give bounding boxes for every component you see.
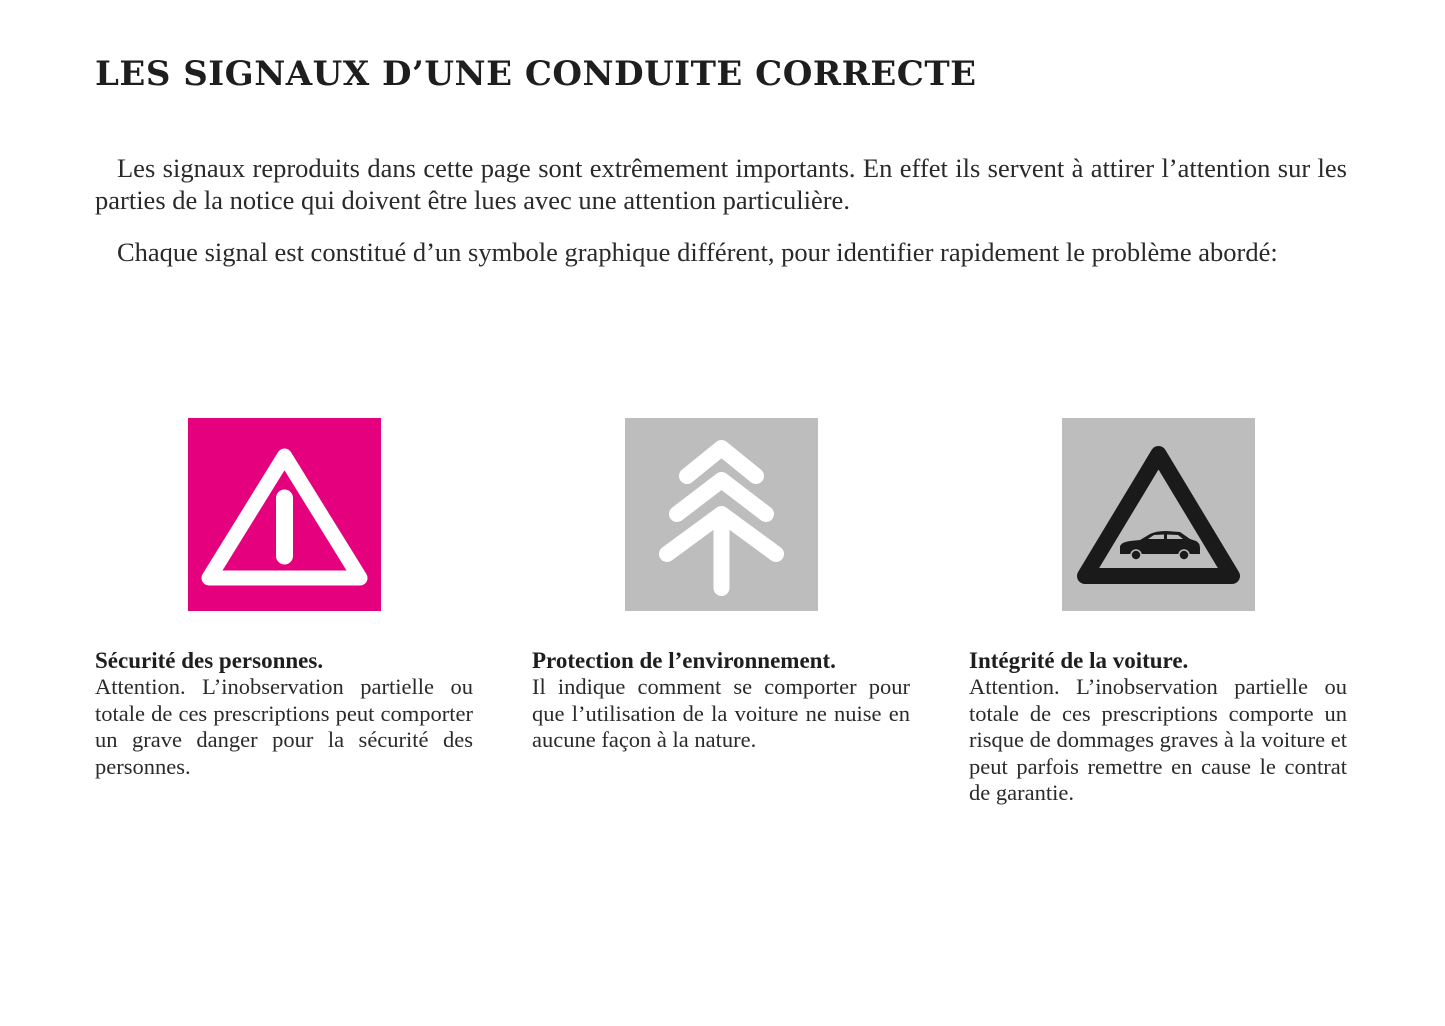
- signal-title: Intégrité de la voiture.: [969, 648, 1189, 673]
- tree-arrow-icon: [625, 418, 818, 611]
- signal-title: Protection de l’environnement.: [532, 648, 836, 673]
- signal-title: Sécurité des personnes.: [95, 648, 324, 673]
- signal-description: Il indique comment se comporter pour que l’utilisation de la voiture ne nuise en aucune façon à la nature.: [532, 674, 910, 752]
- signal-description: Attention. L’inobservation partielle ou totale de ces prescriptions peut comporter un grave danger pour la sécurité des personnes.: [95, 674, 473, 779]
- intro-paragraph-2: Chaque signal est constitué d’un symbole graphique différent, pour identifier rapidement le problème abordé:: [117, 237, 1278, 267]
- warning-triangle-icon: [188, 418, 381, 611]
- signal-personal-safety: [95, 418, 473, 780]
- car-triangle-icon: [1062, 418, 1255, 611]
- intro-paragraph-1: Les signaux reproduits dans cette page sont extrêmement importants. En effet ils servent à attirer l’attention sur les parties de la notice qui doivent être lues avec une attention particulière.: [95, 153, 1347, 215]
- signal-vehicle-integrity: [969, 418, 1347, 807]
- page-title: LES SIGNAUX D’UNE CONDUITE CORRECTE: [95, 54, 977, 94]
- signal-environment-protection: [532, 418, 910, 754]
- signal-description: Attention. L’inobservation partielle ou totale de ces prescriptions comporte un risque de dommages graves à la voiture et peut parfois remettre en cause le contrat de garantie.: [969, 674, 1347, 805]
